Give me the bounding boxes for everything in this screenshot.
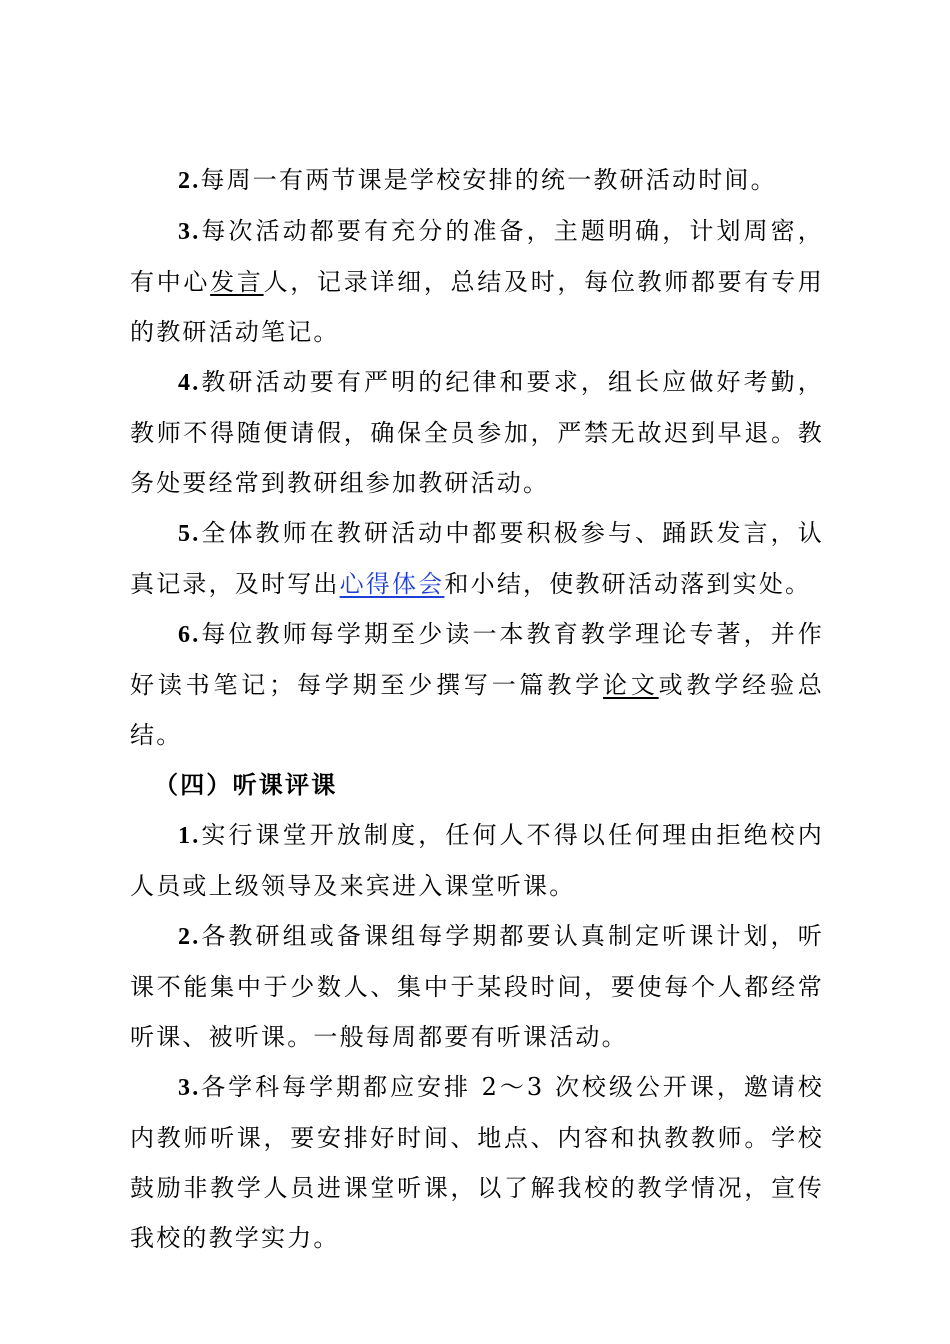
item-number: 5. (178, 521, 201, 547)
paragraph-text: 各教研组或备课组每学期都要认真制定听课计划，听课不能集中于少数人、集中于某段时间，要使每个人都经常听课、被听课。一般每周都要有听课活动。 (130, 922, 824, 1051)
item-number: 4. (178, 370, 201, 396)
paragraph-5 (130, 508, 824, 609)
paragraph-text: 每周一有两节课是学校安排的统一教研活动时间。 (200, 166, 777, 194)
item-number: 2. (178, 924, 201, 950)
underlined-term-speaker: 发言 (210, 268, 264, 296)
paragraph-text: 各学科每学期都应安排 2～3 次校级公开课，邀请校内教师听课，要安排好时间、地点、内容和执教教师。学校鼓励非教学人员进课堂听课，以了解我校的教学情况，宣传我校的教学实力。 (130, 1073, 824, 1252)
item-number: 2. (178, 168, 201, 194)
paragraph-2 (130, 155, 824, 206)
paragraph-text: 教研活动要有严明的纪律和要求，组长应做好考勤，教师不得随便请假，确保全员参加，严禁无故迟到早退。教务处要经常到教研组参加教研活动。 (130, 368, 824, 497)
paragraph-text: 或教学经验总结。 (130, 671, 824, 749)
paragraph-text: 人，记录详细，总结及时，每位教师都要有专用的教研活动笔记。 (130, 268, 825, 346)
item-number: 3. (178, 1075, 201, 1101)
document-body (130, 155, 824, 1263)
paragraph-text: 和小结，使教研活动落到实处。 (444, 570, 812, 598)
section-item-2 (130, 911, 824, 1062)
paragraph-4 (130, 357, 824, 508)
item-number: 1. (178, 823, 201, 849)
hyperlink-reflections[interactable]: 心得体会 (339, 570, 445, 598)
underlined-term-thesis: 论文 (603, 671, 659, 699)
paragraph-text: 实行课堂开放制度，任何人不得以任何理由拒绝校内人员或上级领导及来宾进入课堂听课。 (130, 821, 824, 900)
section-heading: （四）听课评课 (154, 771, 338, 799)
paragraph-3 (130, 206, 824, 357)
item-number: 6. (178, 622, 201, 648)
section-item-1 (130, 810, 824, 911)
paragraph-text: 全体教师在教研活动中都要积极参与、踊跃发言，认真记录，及时写出 (130, 519, 824, 598)
section-item-3 (130, 1062, 824, 1263)
paragraph-6 (130, 609, 824, 760)
paragraph-text: 每位教师每学期至少读一本教育教学理论专著，并作好读书笔记；每学期至少撰写一篇教学 (130, 620, 824, 699)
item-number: 3. (178, 219, 201, 245)
paragraph-text: 每次活动都要有充分的准备，主题明确，计划周密，有中心 (130, 217, 824, 296)
